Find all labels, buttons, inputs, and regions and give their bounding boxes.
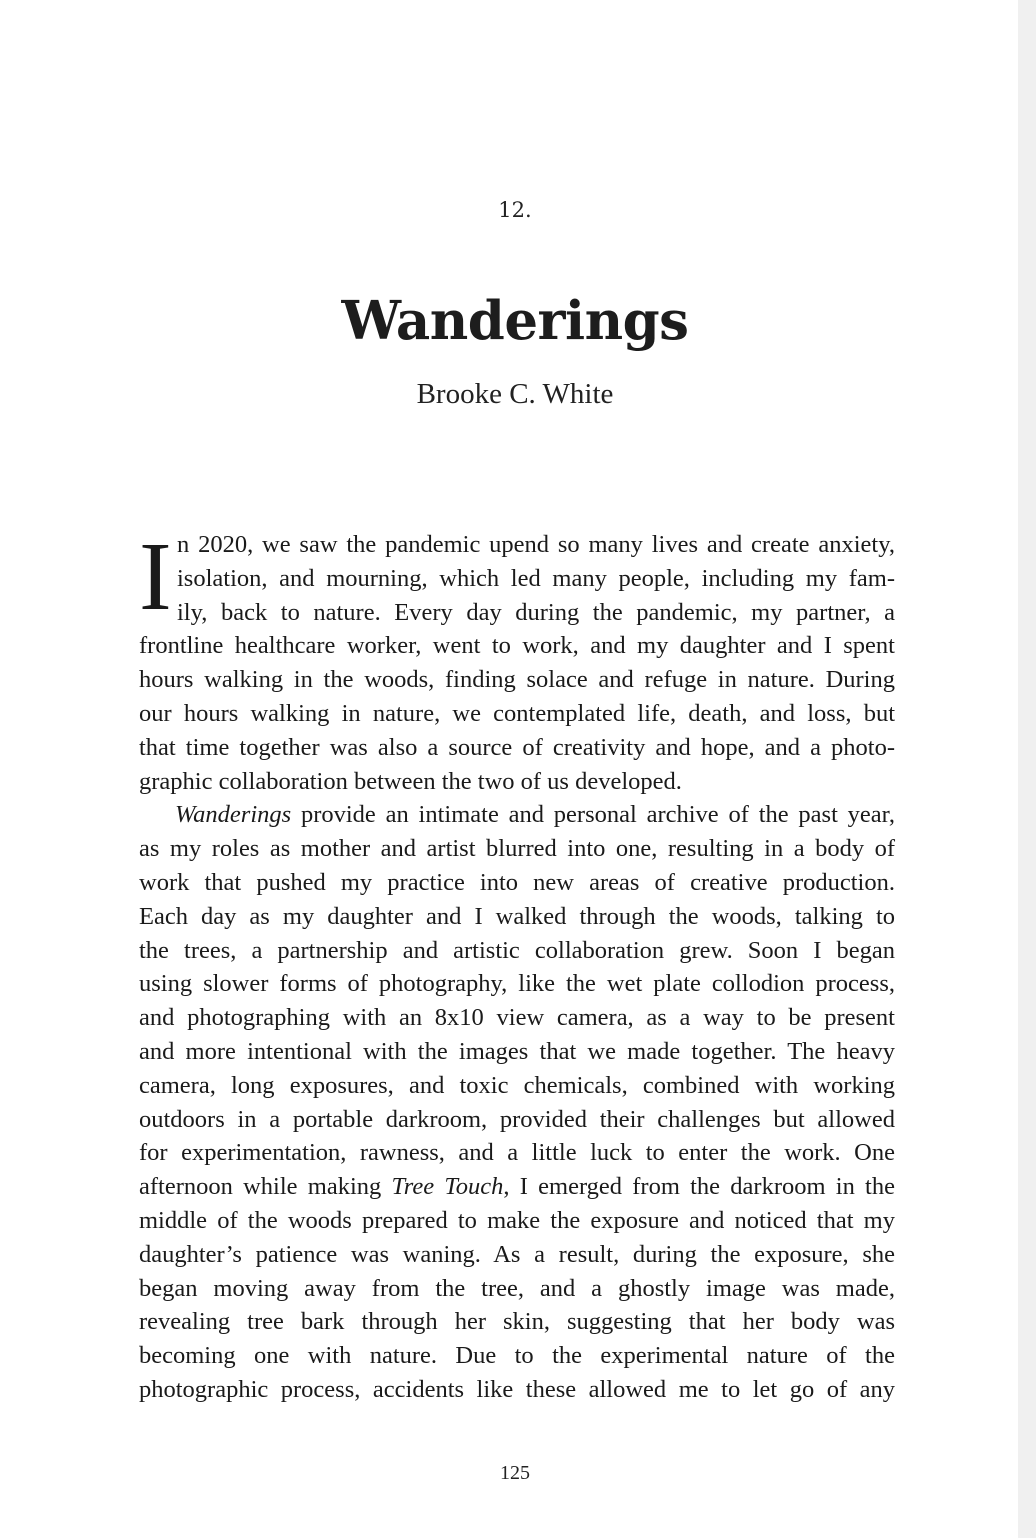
italic-title-wanderings: Wanderings [175,801,292,829]
text-line: using slower forms of photography, like the wet plate collodion process, [139,970,895,998]
line-text: afternoon while making [139,1173,392,1201]
text-line [139,1170,895,1204]
text-line [139,798,895,832]
text-line: frontline healthcare worker, went to work, and my daughter and I spent [139,632,895,660]
text-line: work that pushed my practice into new areas of creative production. [139,868,895,896]
text-line: isolation, and mourning, which led many people, including my fam- [177,564,895,592]
text-line: as my roles as mother and artist blurred into one, resulting in a body of [139,835,895,863]
line-text: , I emerged from the darkroom in the [503,1173,895,1201]
text-line: the trees, a partnership and artistic collaboration grew. Soon I began [139,936,895,964]
paragraph-2 [139,798,895,1406]
text-line: began moving away from the tree, and a ghostly image was made, [139,1274,895,1302]
text-line: outdoors in a portable darkroom, provided their challenges but allowed [139,1105,895,1133]
text-line: revealing tree bark through her skin, suggesting that her body was [139,1308,895,1336]
text-line: middle of the woods prepared to make the exposure and noticed that my [139,1206,895,1234]
text-line: that time together was also a source of creativity and hope, and a photo- [139,733,895,761]
text-line: Each day as my daughter and I walked through the woods, talking to [139,902,895,930]
viewer-edge [1018,0,1036,1538]
text-line: and more intentional with the images that we made together. The heavy [139,1037,895,1065]
text-line: photographic process, accidents like these allowed me to let go of any [139,1375,895,1403]
text-line: for experimentation, rawness, and a little luck to enter the work. One [139,1139,895,1167]
text-line: becoming one with nature. Due to the experimental nature of the [139,1342,895,1370]
text-line: ily, back to nature. Every day during the pandemic, my partner, a [177,598,895,626]
paragraph-1 [139,523,895,798]
text-line: hours walking in the woods, finding solace and refuge in nature. During [139,666,895,694]
drop-cap: I [139,523,172,631]
text-line: and photographing with an 8x10 view camera, as a way to be present [139,1004,895,1032]
chapter-author: Brooke C. White [416,378,614,410]
chapter-number: 12. [498,198,532,222]
line-text: provide an intimate and personal archive of the past year, [291,801,895,829]
text-line: n 2020, we saw the pandemic upend so many lives and create anxiety, [177,531,895,558]
page-number: 125 [500,1462,530,1484]
chapter-title: Wanderings [341,290,689,352]
text-line: our hours walking in nature, we contemplated life, death, and loss, but [139,699,895,727]
italic-title-tree-touch: Tree Touch [391,1173,504,1201]
text-line: camera, long exposures, and toxic chemicals, combined with working [139,1071,895,1099]
text-line: graphic collaboration between the two of us developed. [139,767,682,795]
text-line: daughter’s patience was waning. As a result, during the exposure, she [139,1240,895,1268]
body-text [139,523,895,1407]
